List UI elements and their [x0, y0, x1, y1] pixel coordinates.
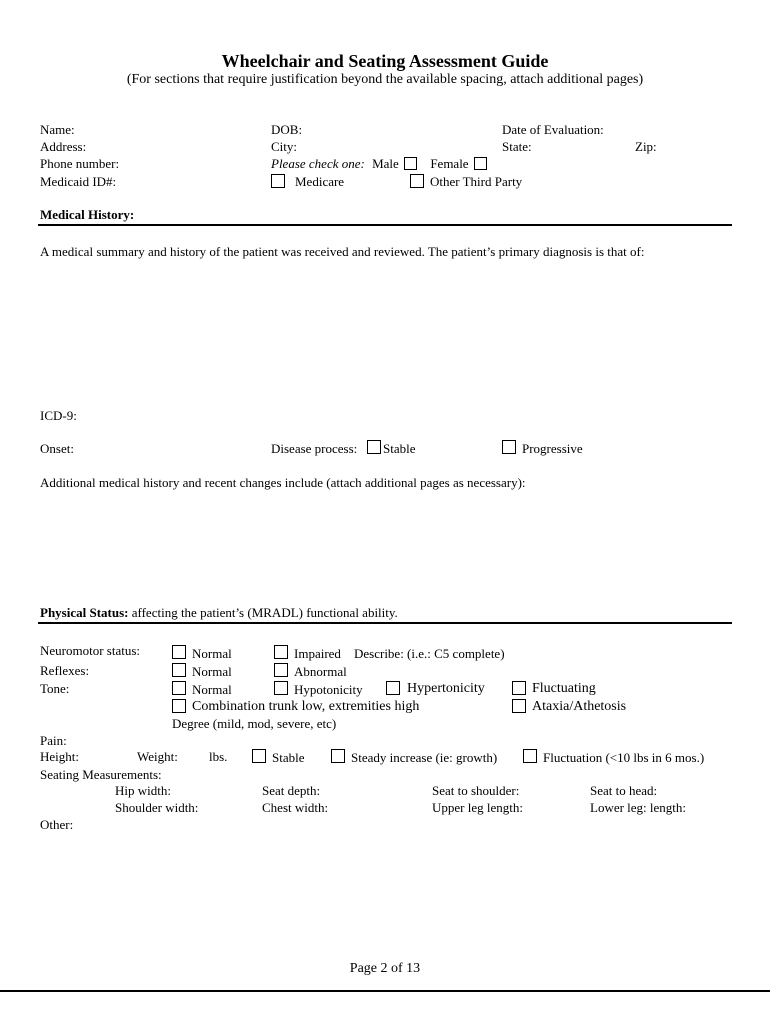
hip-width-label: Hip width: — [115, 783, 171, 798]
shoulder-width-label: Shoulder width: — [115, 800, 199, 815]
lbs-label: lbs. — [209, 749, 228, 764]
upper-leg-length-label: Upper leg length: — [432, 800, 523, 815]
other-third-party-checkbox[interactable] — [410, 174, 424, 188]
onset-label: Onset: — [40, 441, 74, 456]
seat-to-head-label: Seat to head: — [590, 783, 658, 798]
medical-history-heading: Medical History: — [40, 207, 135, 222]
page-number: Page 2 of 13 — [349, 961, 421, 976]
neuromotor-impaired-label: Impaired — [294, 646, 341, 661]
reflexes-normal-checkbox[interactable] — [172, 663, 186, 677]
weight-steady-increase-label: Steady increase (ie: growth) — [351, 750, 498, 765]
weight-label: Weight: — [137, 749, 178, 764]
tone-normal-label: Normal — [192, 682, 232, 697]
check-one-label: Please check one: — [271, 156, 365, 171]
disease-stable-label: Stable — [383, 441, 416, 456]
city-label: City: — [271, 139, 298, 154]
reflexes-label: Reflexes: — [40, 663, 90, 678]
seating-measurements-label: Seating Measurements: — [40, 767, 162, 782]
degree-label: Degree (mild, mod, severe, etc) — [172, 716, 337, 731]
section-divider — [38, 622, 732, 624]
weight-steady-increase-checkbox[interactable] — [331, 749, 345, 763]
neuromotor-normal-checkbox[interactable] — [172, 645, 186, 659]
reflexes-abnormal-checkbox[interactable] — [274, 663, 288, 677]
tone-hypotonicity-label: Hypotonicity — [294, 682, 363, 697]
male-checkbox[interactable] — [404, 157, 417, 170]
physical-status-heading-rest: affecting the patient’s (MRADL) functional ability. — [128, 605, 398, 620]
section-divider — [38, 224, 732, 226]
tone-combination-checkbox[interactable] — [172, 699, 186, 713]
medicare-checkbox[interactable] — [271, 174, 285, 188]
medicare-label: Medicare — [295, 174, 345, 189]
physical-status-heading — [40, 605, 398, 621]
tone-ataxia-label: Ataxia/Athetosis — [532, 699, 627, 714]
weight-fluctuation-checkbox[interactable] — [523, 749, 537, 763]
icd9-label: ICD-9: — [40, 408, 77, 423]
tone-fluctuating-label: Fluctuating — [532, 681, 596, 696]
address-label: Address: — [40, 139, 87, 154]
tone-hypertonicity-checkbox[interactable] — [386, 681, 400, 695]
tone-fluctuating-checkbox[interactable] — [512, 681, 526, 695]
reflexes-normal-label: Normal — [192, 664, 232, 679]
pain-label: Pain: — [40, 733, 67, 748]
zip-label: Zip: — [635, 139, 657, 154]
weight-stable-checkbox[interactable] — [252, 749, 266, 763]
additional-history-label: Additional medical history and recent changes include (attach additional pages as necessary): — [40, 475, 526, 490]
phone-label: Phone number: — [40, 156, 120, 171]
name-label: Name: — [40, 122, 75, 137]
footer-divider — [0, 990, 770, 992]
physical-status-heading-bold: Physical Status: — [40, 605, 129, 620]
female-checkbox[interactable] — [474, 157, 487, 170]
medicaid-label: Medicaid ID#: — [40, 174, 117, 189]
tone-normal-checkbox[interactable] — [172, 681, 186, 695]
neuromotor-label: Neuromotor status: — [40, 643, 141, 658]
page-title: Wheelchair and Seating Assessment Guide — [221, 51, 549, 71]
weight-stable-label: Stable — [272, 750, 305, 765]
disease-process-label: Disease process: — [271, 441, 358, 456]
other-label: Other: — [40, 817, 74, 832]
seat-to-shoulder-label: Seat to shoulder: — [432, 783, 520, 798]
chest-width-label: Chest width: — [262, 800, 329, 815]
seat-depth-label: Seat depth: — [262, 783, 321, 798]
reflexes-abnormal-label: Abnormal — [294, 664, 347, 679]
disease-progressive-checkbox[interactable] — [502, 440, 516, 454]
disease-stable-checkbox[interactable] — [367, 440, 381, 454]
page-subtitle: (For sections that require justification beyond the available spacing, attach additional pages) — [126, 72, 644, 87]
dob-label: DOB: — [271, 122, 303, 137]
tone-ataxia-checkbox[interactable] — [512, 699, 526, 713]
height-label: Height: — [40, 749, 79, 764]
describe-label: Describe: (i.e.: C5 complete) — [354, 646, 505, 661]
lower-leg-length-label: Lower leg: length: — [590, 800, 687, 815]
date-of-evaluation-label: Date of Evaluation: — [502, 122, 604, 137]
male-label: Male — [372, 156, 399, 171]
female-label: Female — [430, 156, 469, 171]
tone-hypertonicity-label: Hypertonicity — [407, 681, 485, 696]
gender-row — [271, 156, 487, 172]
other-third-party-label: Other Third Party — [430, 174, 523, 189]
neuromotor-impaired-checkbox[interactable] — [274, 645, 288, 659]
state-label: State: — [502, 139, 532, 154]
tone-combination-label: Combination trunk low, extremities high — [192, 699, 420, 714]
weight-fluctuation-label: Fluctuation (<10 lbs in 6 mos.) — [543, 750, 705, 765]
tone-label: Tone: — [40, 681, 70, 696]
disease-progressive-label: Progressive — [522, 441, 583, 456]
medical-summary-text: A medical summary and history of the patient was received and reviewed. The patient’s primary diagnosis is that of: — [40, 244, 645, 259]
tone-hypotonicity-checkbox[interactable] — [274, 681, 288, 695]
neuromotor-normal-label: Normal — [192, 646, 232, 661]
